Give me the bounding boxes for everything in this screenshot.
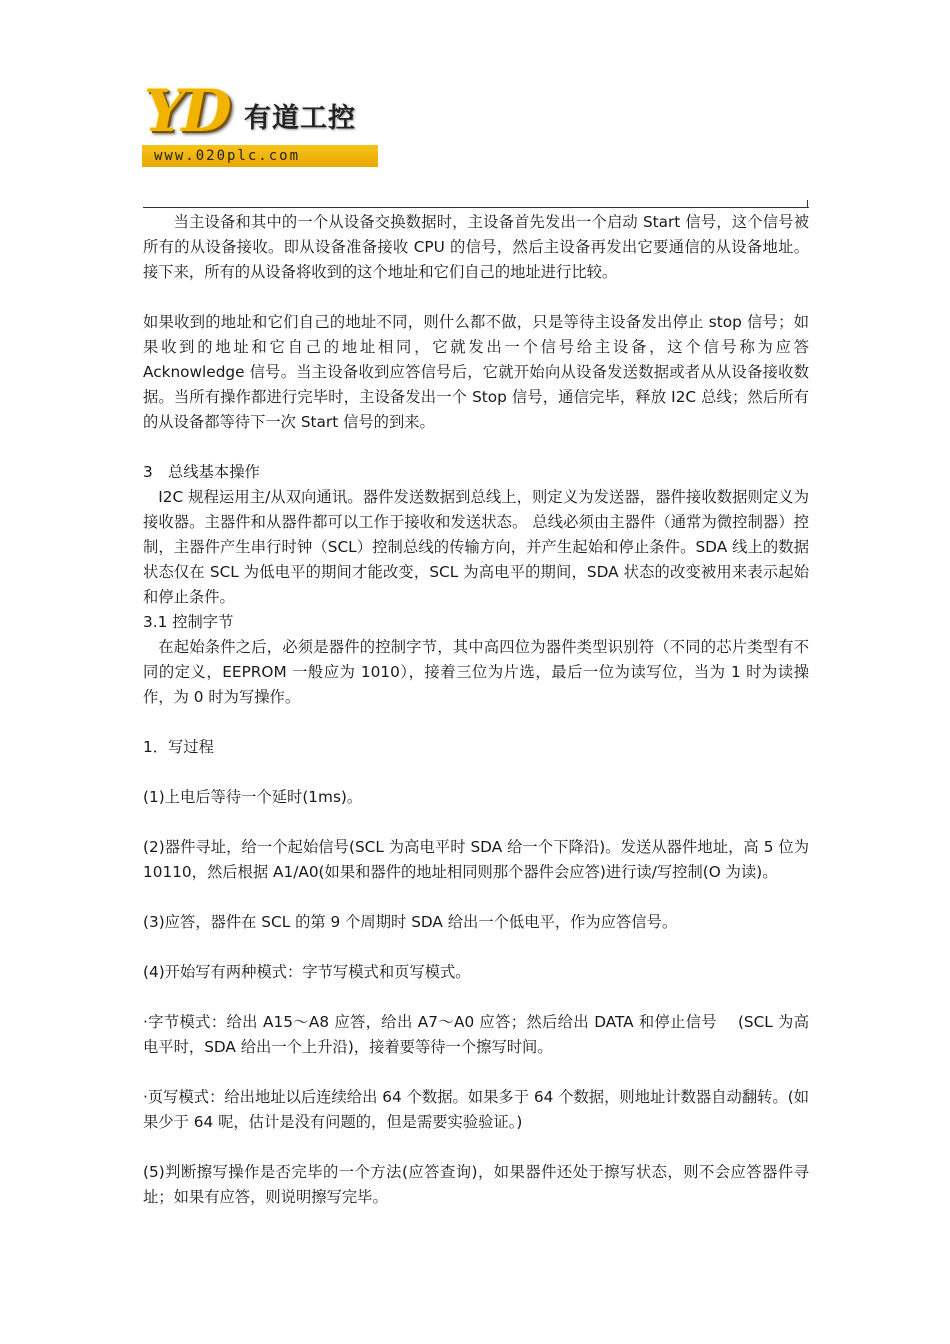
step-3: (3)应答，器件在 SCL 的第 9 个周期时 SDA 给出一个低电平，作为应答信号。	[143, 913, 678, 931]
paragraph-acknowledge: 如果收到的地址和它们自己的地址不同，则什么都不做，只是等待主设备发出停止 stop 信号；如果收到的地址和它自己的地址相同，它就发出一个信号给主设备，这个信号称为应答 Acknowledge 信号。当主设备收到应答信号后，它就开始向从设备发送数据或者从从设备接收数据。当所有操作都进行完毕时，主设备发出一个 Stop 信号，通信完毕，释放 I2C 总线；然后所有的从设备都等待下一次 Start 信号的到来。	[143, 313, 809, 431]
header-rule	[143, 207, 809, 208]
paragraph-control-byte: 在起始条件之后，必须是器件的控制字节，其中高四位为器件类型识别符（不同的芯片类型有不同的定义，EEPROM 一般应为 1010），接着三位为片选，最后一位为读写位，当为 1 时为读操作，为 0 时为写操作。	[143, 638, 809, 706]
step-2: (2)器件寻址，给一个起始信号(SCL 为高电平时 SDA 给一个下降沿)。发送从器件地址，高 5 位为 10110，然后根据 A1/A0(如果和器件的地址相同则那个器件会应答)进行读/写控制(O 为读)。	[143, 838, 809, 881]
section-heading-bus-ops: 3 总线基本操作	[143, 463, 260, 481]
logo-banner	[142, 77, 380, 145]
logo-url: www.020plc.com	[142, 145, 378, 167]
section-heading-control-byte: 3.1 控制字节	[143, 613, 234, 631]
section-heading-write: 1．写过程	[143, 738, 214, 756]
paragraph-start-signal: 当主设备和其中的一个从设备交换数据时，主设备首先发出一个启动 Start 信号，这个信号被所有的从设备接收。即从设备准备接收 CPU 的信号，然后主设备再发出它要通信的从设备地址。接下来，所有的从设备将收到的这个地址和它们自己的地址进行比较。	[143, 213, 809, 281]
logo-name: 有道工控	[244, 103, 356, 134]
bullet-page-mode: ·页写模式：给出地址以后连续给出 64 个数据。如果多于 64 个数据，则地址计数器自动翻转。(如果少于 64 呢，估计是没有问题的，但是需要实验验证。)	[143, 1088, 809, 1131]
step-1: (1)上电后等待一个延时(1ms)。	[143, 788, 363, 806]
bullet-byte-mode: ·字节模式：给出 A15～A8 应答，给出 A7～A0 应答；然后给出 DATA 和停止信号 (SCL 为高电平时，SDA 给出一个上升沿)，接着要等待一个擦写时间。	[143, 1013, 809, 1056]
step-5: (5)判断擦写操作是否完毕的一个方法(应答查询)，如果器件还处于擦写状态，则不会应答器件寻址；如果有应答，则说明擦写完毕。	[143, 1163, 809, 1206]
paragraph-bus-ops: I2C 规程运用主/从双向通讯。器件发送数据到总线上，则定义为发送器，器件接收数据则定义为接收器。主器件和从器件都可以工作于接收和发送状态。 总线必须由主器件（通常为微控制器）控制，主器件产生串行时钟（SCL）控制总线的传输方向，并产生起始和停止条件。SDA 线上的数据状态仅在 SCL 为低电平的期间才能改变，SCL 为高电平的期间，SDA 状态的改变被用来表示起始和停止条件。	[143, 488, 809, 606]
header-rule-tick	[807, 200, 808, 208]
document-body	[143, 210, 809, 1210]
logo-mark: YD	[144, 77, 228, 145]
step-4: (4)开始写有两种模式：字节写模式和页写模式。	[143, 963, 471, 981]
site-logo	[142, 77, 380, 170]
